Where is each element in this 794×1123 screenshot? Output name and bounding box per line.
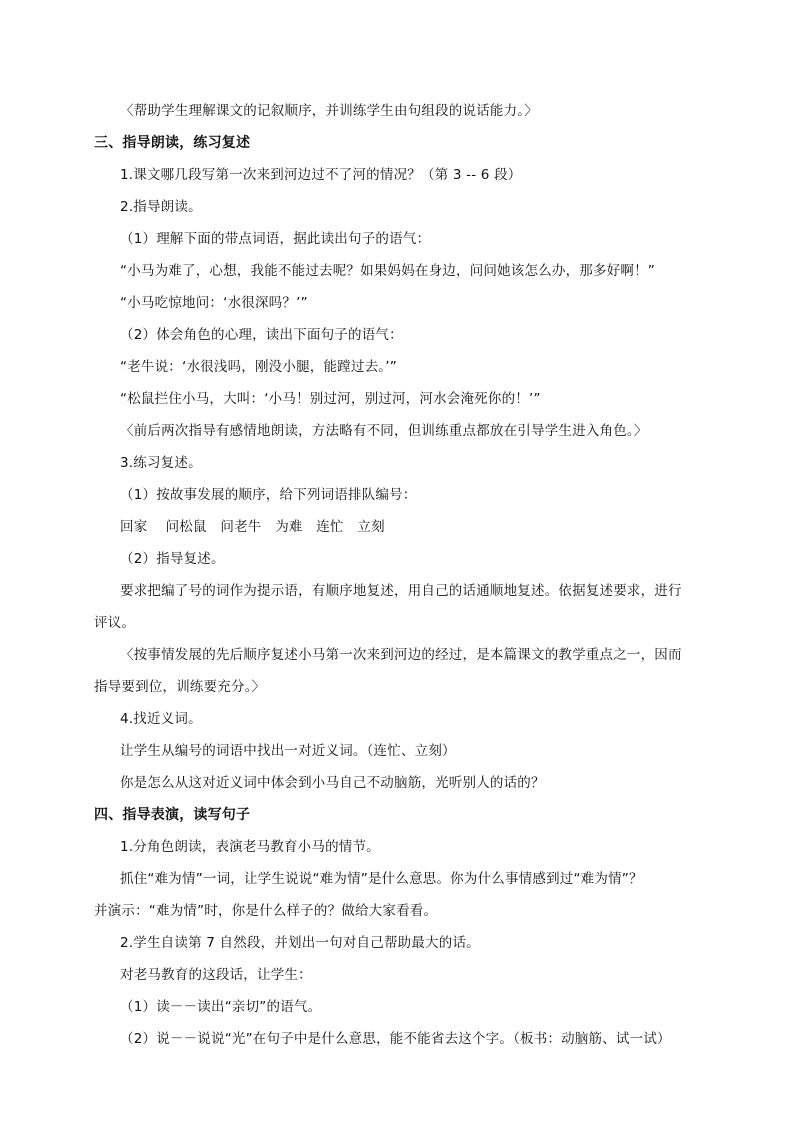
paragraph-line: 2.指导朗读。 xyxy=(120,199,202,215)
section-heading-four: 四、指导表演，读写句子 xyxy=(94,807,251,823)
paragraph-line: 4.找近义词。 xyxy=(120,711,202,727)
paragraph-line: 1.分角色朗读，表演老马教育小马的情节。 xyxy=(120,839,380,855)
paragraph-line: （2）说－－说说“光”在句子中是什么意思，能不能省去这个字。（板书：动脑筋、试一试） xyxy=(120,1031,671,1047)
paragraph-line: 1.课文哪几段写第一次来到河边过不了河的情况？（第 3 -- 6 段） xyxy=(120,167,522,183)
paragraph-line: （1）理解下面的带点词语，据此读出句子的语气： xyxy=(120,231,431,247)
paragraph-line: （2）体会角色的心理，读出下面句子的语气： xyxy=(120,327,403,343)
annotation-line: 指导要到位，训练要充分。〉 xyxy=(94,679,266,695)
annotation-line: 〈帮助学生理解课文的记叙顺序，并训练学生由句组段的说话能力。〉 xyxy=(120,103,538,119)
paragraph-line: 并演示：“难为情”时，你是什么样子的？做给大家看看。 xyxy=(94,903,438,919)
quote-line: “老牛说：‘水很浅吗，刚没小腿，能蹚过去。’” xyxy=(120,359,397,375)
paragraph-line: 对老马教育的这段话，让学生： xyxy=(120,967,312,983)
paragraph-line: 让学生从编号的词语中找出一对近义词。（连忙、立刻） xyxy=(120,743,456,759)
paragraph-line: 你是怎么从这对近义词中体会到小马自己不动脑筋，光听别人的话的？ xyxy=(120,775,545,791)
paragraph-line: （1）读－－读出“亲切”的语气。 xyxy=(120,999,322,1015)
word-list-line: 回家 问松鼠 问老牛 为难 连忙 立刻 xyxy=(120,519,385,535)
quote-line: “小马为难了，心想，我能不能过去呢？如果妈妈在身边，问问她该怎么办，那多好啊！” xyxy=(120,263,655,279)
paragraph-line: 抓住“难为情”一词，让学生说说“难为情”是什么意思。你为什么事情感到过“难为情”？ xyxy=(120,871,643,887)
quote-line: “小马吃惊地问：‘水很深吗？’” xyxy=(120,295,308,311)
paragraph-line: 评议。 xyxy=(94,615,136,631)
paragraph-line: 3.练习复述。 xyxy=(120,455,202,471)
paragraph-line: 2.学生自读第 7 自然段，并划出一句对自己帮助最大的话。 xyxy=(120,935,480,951)
annotation-line: 〈按事情发展的先后顺序复述小马第一次来到河边的经过，是本篇课文的教学重点之一，因而 xyxy=(120,647,682,663)
paragraph-line: （2）指导复述。 xyxy=(120,551,225,567)
paragraph-line: 要求把编了号的词作为提示语，有顺序地复述，用自己的话通顺地复述。依据复述要求，进行 xyxy=(120,583,682,599)
paragraph-line: （1）按故事发展的顺序，给下列词语排队编号： xyxy=(120,487,417,503)
section-heading-three: 三、指导朗读，练习复述 xyxy=(94,135,251,151)
annotation-line: 〈前后两次指导有感情地朗读，方法略有不同，但训练重点都放在引导学生进入角色。〉 xyxy=(120,423,648,439)
quote-line: “松鼠拦住小马，大叫：‘小马！别过河，别过河，河水会淹死你的！’” xyxy=(120,391,541,407)
